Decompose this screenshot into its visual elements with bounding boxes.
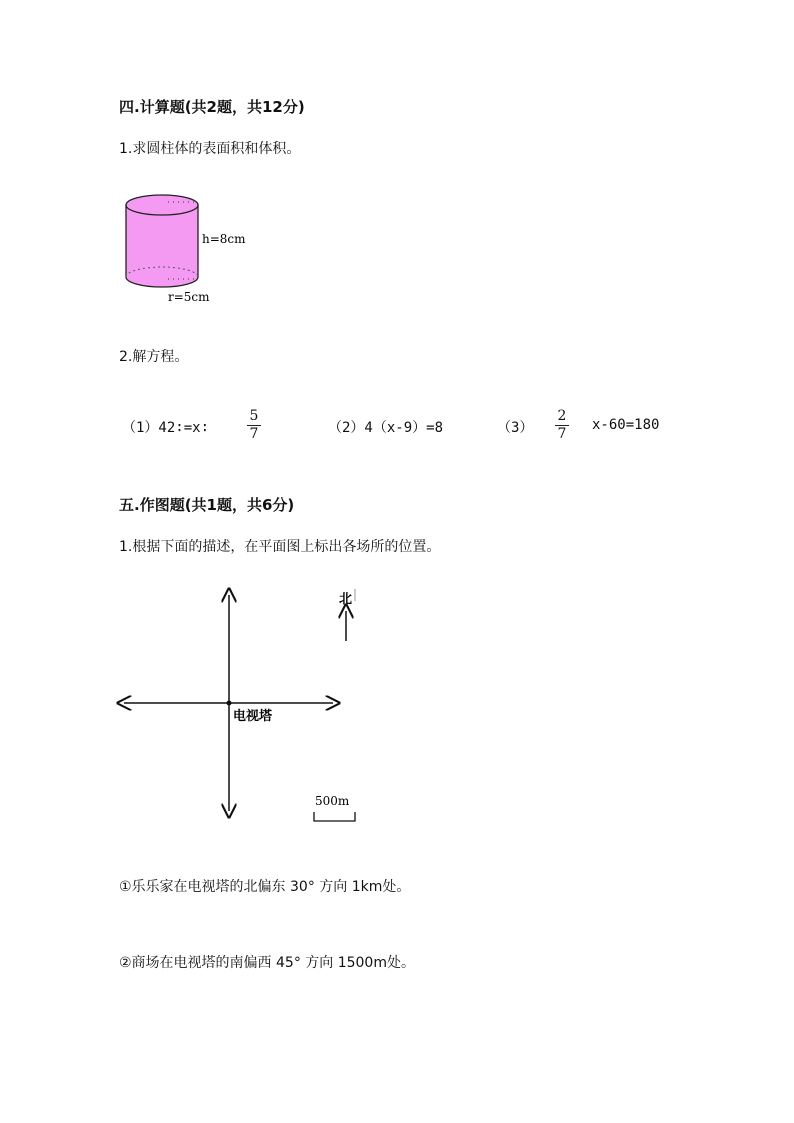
tv-tower-point xyxy=(227,701,232,706)
section5-heading: 五.作图题(共1题，共6分) xyxy=(119,496,295,514)
radius-label: r=5cm xyxy=(168,290,210,304)
q2-text: 2.解方程。 xyxy=(119,349,189,365)
q1-text: 1.求圆柱体的表面积和体积。 xyxy=(119,141,301,157)
map-diagram xyxy=(115,585,375,825)
equation-1-fraction xyxy=(247,409,261,442)
north-label: 北 xyxy=(339,592,353,607)
equation-3-suffix: x-60=180 xyxy=(592,417,660,433)
scale-bar xyxy=(314,812,355,821)
fraction-numerator: 2 xyxy=(557,408,567,424)
fraction-denominator: 7 xyxy=(557,426,567,442)
cylinder-diagram xyxy=(110,185,260,310)
fraction-numerator: 5 xyxy=(249,408,259,424)
equation-3-fraction xyxy=(555,409,569,442)
description-1: ①乐乐家在电视塔的北偏东 30° 方向 1km处。 xyxy=(119,879,411,895)
height-label: h=8cm xyxy=(202,232,246,246)
cylinder-body xyxy=(126,205,198,287)
tv-tower-label: 电视塔 xyxy=(233,709,273,724)
cylinder-top xyxy=(126,195,198,215)
equation-3-prefix: （3） xyxy=(497,420,534,436)
s5-q1-text: 1.根据下面的描述，在平面图上标出各场所的位置。 xyxy=(119,539,441,555)
section4-heading: 四.计算题(共2题，共12分) xyxy=(119,98,305,116)
equation-2: （2）4（x-9）=8 xyxy=(328,420,444,436)
scale-label: 500m xyxy=(315,794,350,808)
equation-1-prefix: （1）42∶=x∶ xyxy=(122,420,210,436)
description-2: ②商场在电视塔的南偏西 45° 方向 1500m处。 xyxy=(119,955,415,971)
fraction-denominator: 7 xyxy=(249,426,259,442)
